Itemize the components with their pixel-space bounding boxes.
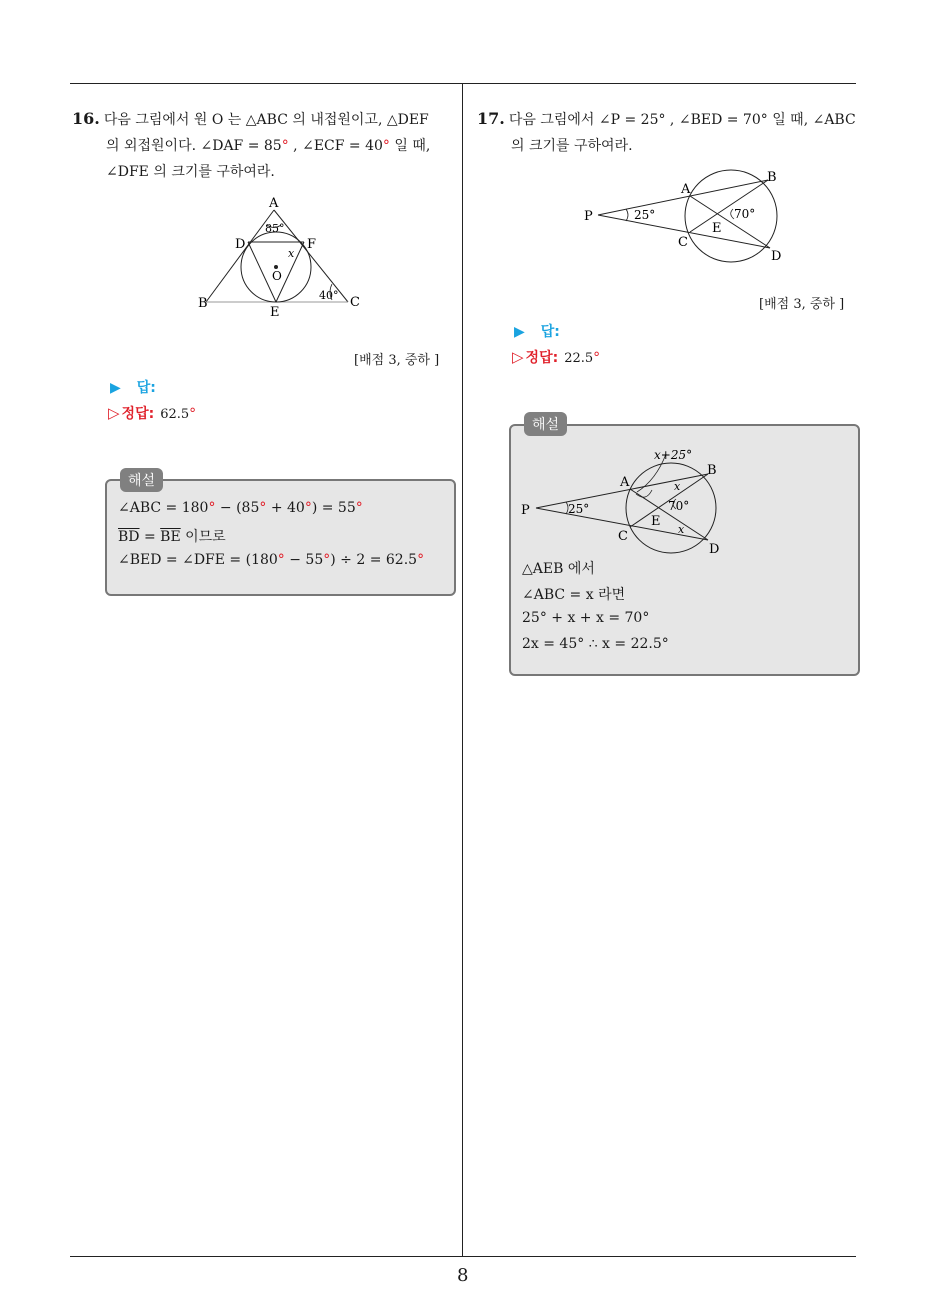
problem-17-solution-line4: 2x = 45° ∴ x = 22.5° — [522, 636, 669, 652]
fig17s-label-x1: x — [674, 480, 681, 493]
fig17-angle-P: 25° — [634, 208, 656, 222]
fig17s-label-A: A — [620, 475, 630, 490]
problem-17-line1: 17. 다음 그림에서 ∠P = 25° , ∠BED = 70° 일 때, ∠ABC — [477, 109, 856, 128]
problem-16-answer-row: ▶ 답: — [110, 380, 156, 396]
fig17-label-C: C — [678, 235, 688, 250]
fig17s-label-E: E — [651, 514, 661, 529]
problem-16-solution-line1: ∠ABC = 180° − (85° + 40°) = 55° — [118, 500, 363, 516]
fig16-label-E: E — [270, 305, 280, 320]
fig17s-angle-25: 25° — [568, 502, 590, 516]
fig17-label-A: A — [681, 182, 691, 197]
fig16-label-A: A — [269, 196, 279, 211]
correct-arrow-icon: ▷ — [108, 404, 120, 422]
answer-arrow-icon: ▶ — [514, 324, 525, 340]
fig17s-angle-70: 70° — [668, 499, 690, 513]
fig17s-label-P: P — [521, 503, 530, 518]
page-number: 8 — [457, 1265, 469, 1286]
fig16-angle-A: 85° — [265, 222, 285, 235]
fig16-label-D: D — [235, 237, 246, 252]
fig16-label-x: x — [288, 247, 295, 260]
problem-16-figure — [192, 192, 368, 322]
fig17s-top-label: x+25° — [654, 448, 693, 462]
fig16-label-B: B — [198, 296, 208, 311]
problem-17-score: [배점 3, 중하 ] — [759, 297, 845, 312]
fig17s-label-D: D — [709, 542, 720, 557]
problem-17-figure — [578, 166, 788, 270]
fig17-label-D: D — [771, 249, 782, 264]
problem-17-solution-line3: 25° + x + x = 70° — [522, 610, 650, 626]
problem-16-line1: 16. 다음 그림에서 원 O 는 △ABC 의 내접원이고, △DEF — [72, 109, 429, 128]
problem-17-solution-line2: ∠ABC = x 라면 — [522, 587, 626, 603]
problem-16-line2: 의 외접원이다. ∠DAF = 85° , ∠ECF = 40° 일 때, — [106, 138, 431, 154]
fig17-label-P: P — [584, 209, 593, 224]
problem-17-line2: 의 크기를 구하여라. — [511, 138, 633, 154]
correct-arrow-icon: ▷ — [512, 348, 524, 366]
answer-arrow-icon: ▶ — [110, 380, 121, 396]
problem-16-solution-tab: 해설 — [120, 468, 163, 492]
fig17-label-E: E — [712, 221, 722, 236]
problem-17-text — [477, 106, 862, 159]
problem-16-text — [72, 106, 457, 185]
problem-16-line3: ∠DFE 의 크기를 구하여라. — [106, 164, 275, 180]
problem-16-score: [배점 3, 중하 ] — [354, 353, 440, 368]
problem-17-solution-tab: 해설 — [524, 412, 567, 436]
problem-16-solution-line2: $\overline{BD} = \overline{BE}$ 이므로 — [118, 529, 226, 545]
fig17s-label-C: C — [618, 529, 628, 544]
top-rule — [70, 83, 856, 84]
problem-16-solution-line3: ∠BED = ∠DFE = (180° − 55°) ÷ 2 = 62.5° — [118, 552, 425, 568]
fig16-label-C: C — [350, 295, 360, 310]
problem-17-number: 17. — [477, 109, 505, 128]
fig16-angle-C: 40° — [319, 289, 339, 302]
fig16-label-F: F — [307, 237, 317, 252]
bottom-rule — [70, 1256, 856, 1257]
problem-16-correct-row: ▷ 정답: 62.5° — [108, 404, 197, 422]
problem-17-solution-figure — [516, 444, 730, 560]
fig17s-label-x2: x — [678, 523, 685, 536]
fig16-label-O: O — [272, 269, 282, 283]
fig17-label-B: B — [767, 170, 777, 185]
problem-17-answer-row: ▶ 답: — [514, 324, 560, 340]
problem-17-correct-row: ▷ 정답: 22.5° — [512, 348, 601, 366]
problem-16-number: 16. — [72, 109, 100, 128]
column-divider — [462, 83, 463, 1256]
fig17-angle-E: 70° — [734, 207, 756, 221]
fig17s-label-B: B — [707, 463, 717, 478]
problem-17-solution-line1: △AEB 에서 — [522, 561, 595, 577]
